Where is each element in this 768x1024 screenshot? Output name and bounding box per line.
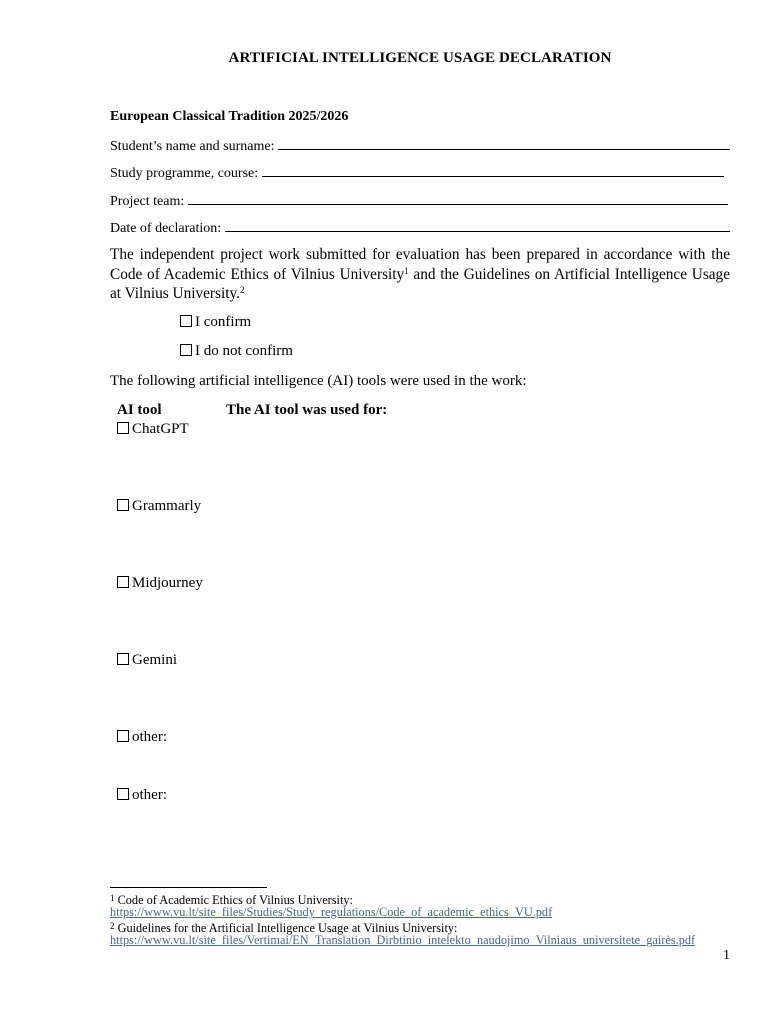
tool-label: other:: [132, 787, 167, 803]
project-team-label: Project team:: [110, 194, 188, 209]
tool-row-other-1[interactable]: [117, 729, 167, 746]
statement-text-1: The independent project work submitted for evaluation has been prepared in accordance with the Code of Academic Ethics of Vilnius University: [110, 246, 730, 283]
footnote-1-text: Code of Academic Ethics of Vilnius University:: [114, 893, 353, 907]
footnote-ref-1[interactable]: 1: [404, 265, 409, 276]
footnote-1-link[interactable]: https://www.vu.lt/site_files/Studies/Study_regulations/Code_of_academic_ethics_VU.pdf: [110, 905, 553, 919]
statement-text-2: and the Guidelines on Artificial Intelligence Usage at Vilnius University.: [110, 265, 730, 302]
course-heading: European Classical Tradition 2025/2026: [110, 109, 349, 124]
footnote-1-number: 1: [110, 893, 115, 903]
declaration-date-field[interactable]: [110, 219, 730, 237]
page-number: 1: [723, 948, 730, 963]
footnote-2-link-row: [110, 933, 750, 947]
document-title: ARTIFICIAL INTELLIGENCE USAGE DECLARATION: [228, 50, 612, 66]
tool-row-midjourney[interactable]: [117, 575, 203, 592]
study-programme-field[interactable]: [110, 164, 730, 182]
tool-label: Gemini: [132, 652, 177, 668]
tool-label: ChatGPT: [132, 421, 189, 437]
gemini-checkbox[interactable]: [117, 653, 129, 665]
footnote-ref-2[interactable]: 2: [239, 285, 245, 295]
footnote-2-link[interactable]: https://www.vu.lt/site_files/Vertimai/EN_Translation_Dirbtinio_intelekto_naudojimo_Vilniaus_universitete_gairės.pdf: [110, 933, 696, 947]
tool-label: Grammarly: [132, 498, 202, 514]
midjourney-checkbox[interactable]: [117, 576, 129, 588]
study-programme-line[interactable]: [262, 164, 724, 177]
project-team-field[interactable]: [110, 192, 730, 210]
tool-label: other:: [132, 729, 167, 745]
confirm-label: I confirm: [195, 314, 252, 330]
confirm-checkbox[interactable]: [180, 315, 192, 327]
option-confirm[interactable]: [180, 314, 251, 331]
not-confirm-checkbox[interactable]: [180, 344, 192, 356]
grammarly-checkbox[interactable]: [117, 499, 129, 511]
footnote-1-link-row: [110, 905, 750, 919]
chatgpt-checkbox[interactable]: [117, 422, 129, 434]
tool-row-grammarly[interactable]: [117, 498, 201, 515]
footnote-separator: [110, 887, 267, 888]
footnote-2-number: 2: [110, 921, 115, 931]
not-confirm-label: I do not confirm: [195, 343, 293, 359]
column-header-tool: AI tool: [117, 402, 162, 418]
tool-row-chatgpt[interactable]: [117, 421, 189, 438]
student-name-label: Student’s name and surname:: [110, 139, 278, 154]
student-name-field[interactable]: [110, 137, 730, 155]
compliance-statement: [110, 245, 730, 304]
column-header-usage: The AI tool was used for:: [226, 402, 388, 418]
other-1-checkbox[interactable]: [117, 730, 129, 742]
tool-row-other-2[interactable]: [117, 787, 167, 804]
tool-label: Midjourney: [132, 575, 203, 591]
tools-intro: The following artificial intelligence (AI) tools were used in the work:: [110, 373, 527, 389]
tool-row-gemini[interactable]: [117, 652, 177, 669]
other-2-checkbox[interactable]: [117, 788, 129, 800]
project-team-line[interactable]: [188, 192, 728, 205]
footnote-2-text: Guidelines for the Artificial Intelligence Usage at Vilnius University:: [114, 921, 458, 935]
option-not-confirm[interactable]: [180, 343, 293, 360]
declaration-date-label: Date of declaration:: [110, 221, 225, 236]
study-programme-label: Study programme, course:: [110, 166, 262, 181]
student-name-line[interactable]: [278, 137, 730, 150]
declaration-date-line[interactable]: [225, 219, 730, 232]
